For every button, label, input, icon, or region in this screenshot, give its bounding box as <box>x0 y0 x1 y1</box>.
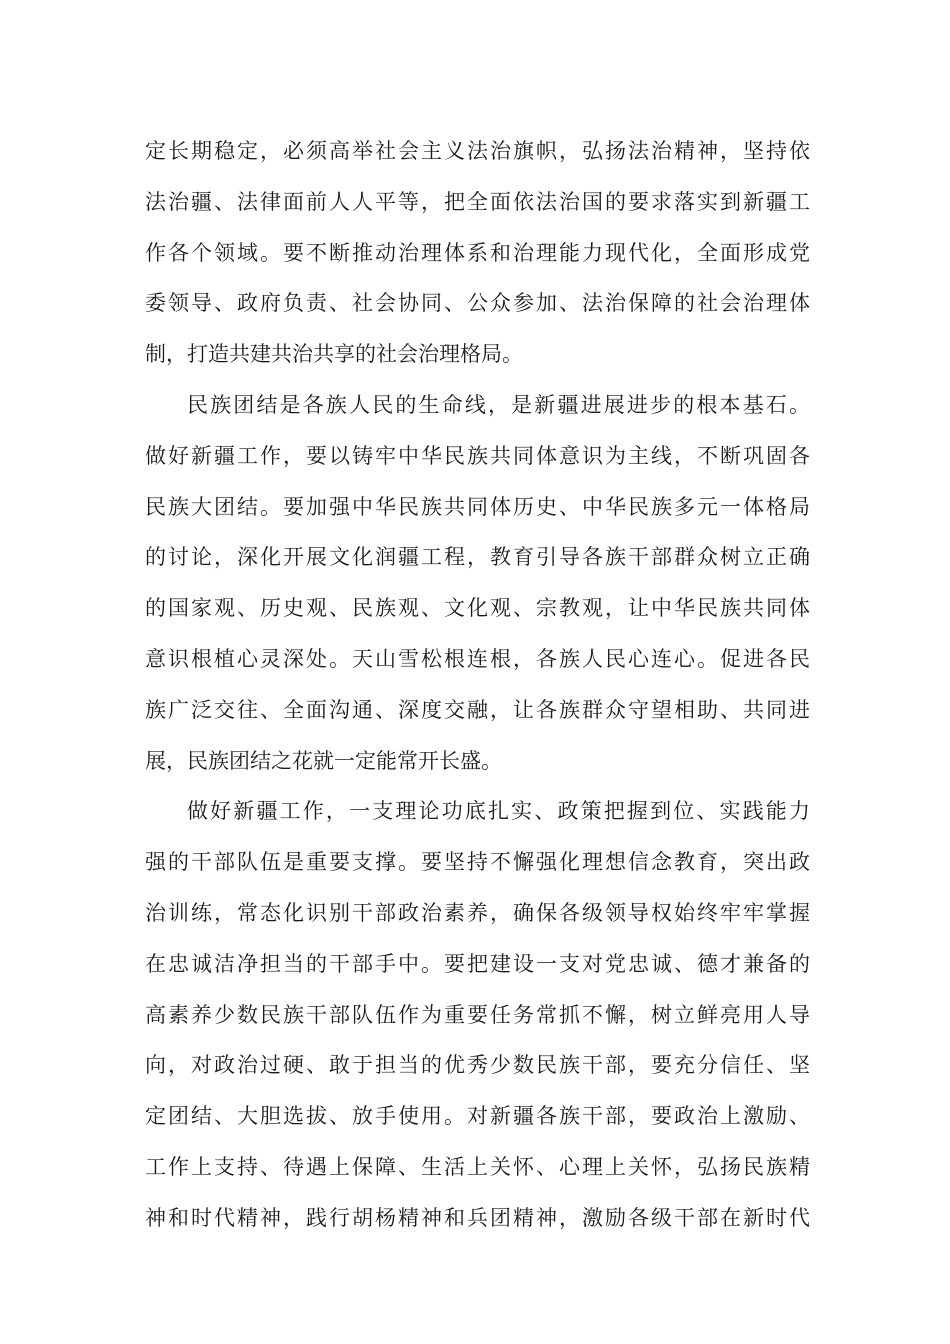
text-line: 强的干部队伍是重要支撑。要坚持不懈强化理想信念教育，突出政 <box>145 850 810 875</box>
text-line: 民族大团结。要加强中华民族共同体历史、中华民族多元一体格局 <box>145 494 810 519</box>
text-line: 族广泛交往、全面沟通、深度交融，让各族群众守望相助、共同进 <box>145 697 810 722</box>
text-line: 民族团结是各族人民的生命线，是新疆进展进步的根本基石。 <box>187 392 810 417</box>
paragraph-cadre-team <box>145 786 810 1243</box>
document-body <box>145 126 810 1244</box>
text-line: 的讨论，深化开展文化润疆工程，教育引导各族干部群众树立正确 <box>145 545 810 570</box>
paragraph-rule-of-law <box>145 126 810 380</box>
text-line: 工作上支持、待遇上保障、生活上关怀、心理上关怀，弘扬民族精 <box>145 1154 810 1179</box>
text-line: 神和时代精神，践行胡杨精神和兵团精神，激励各级干部在新时代 <box>145 1205 810 1230</box>
text-line: 定团结、大胆选拔、放手使用。对新疆各族干部，要政治上激励、 <box>145 1104 810 1129</box>
text-line: 作各个领域。要不断推动治理体系和治理能力现代化，全面形成党 <box>145 240 810 265</box>
text-line: 向，对政治过硬、敢于担当的优秀少数民族干部，要充分信任、坚 <box>145 1053 810 1078</box>
text-line: 定长期稳定，必须高举社会主义法治旗帜，弘扬法治精神，坚持依 <box>145 139 810 163</box>
text-line: 在忠诚洁净担当的干部手中。要把建设一支对党忠诚、德才兼备的 <box>145 951 810 976</box>
text-line: 展，民族团结之花就一定能常开长盛。 <box>145 748 502 773</box>
text-line: 制，打造共建共治共享的社会治理格局。 <box>145 342 523 367</box>
text-line: 委领导、政府负责、社会协同、公众参加、法治保障的社会治理体 <box>145 291 810 316</box>
text-line: 法治疆、法律面前人人平等，把全面依法治国的要求落实到新疆工 <box>145 189 810 214</box>
text-line: 高素养少数民族干部队伍作为重要任务常抓不懈，树立鲜亮用人导 <box>145 1002 810 1027</box>
text-line: 的国家观、历史观、民族观、文化观、宗教观，让中华民族共同体 <box>145 596 810 621</box>
text-line: 意识根植心灵深处。天山雪松根连根，各族人民心连心。促进各民 <box>145 646 810 671</box>
paragraph-ethnic-unity <box>145 380 810 786</box>
text-line: 做好新疆工作，要以铸牢中华民族共同体意识为主线，不断巩固各 <box>145 443 810 468</box>
text-line: 做好新疆工作，一支理论功底扎实、政策把握到位、实践能力 <box>187 799 810 824</box>
text-line: 治训练，常态化识别干部政治素养，确保各级领导权始终牢牢掌握 <box>145 900 810 925</box>
